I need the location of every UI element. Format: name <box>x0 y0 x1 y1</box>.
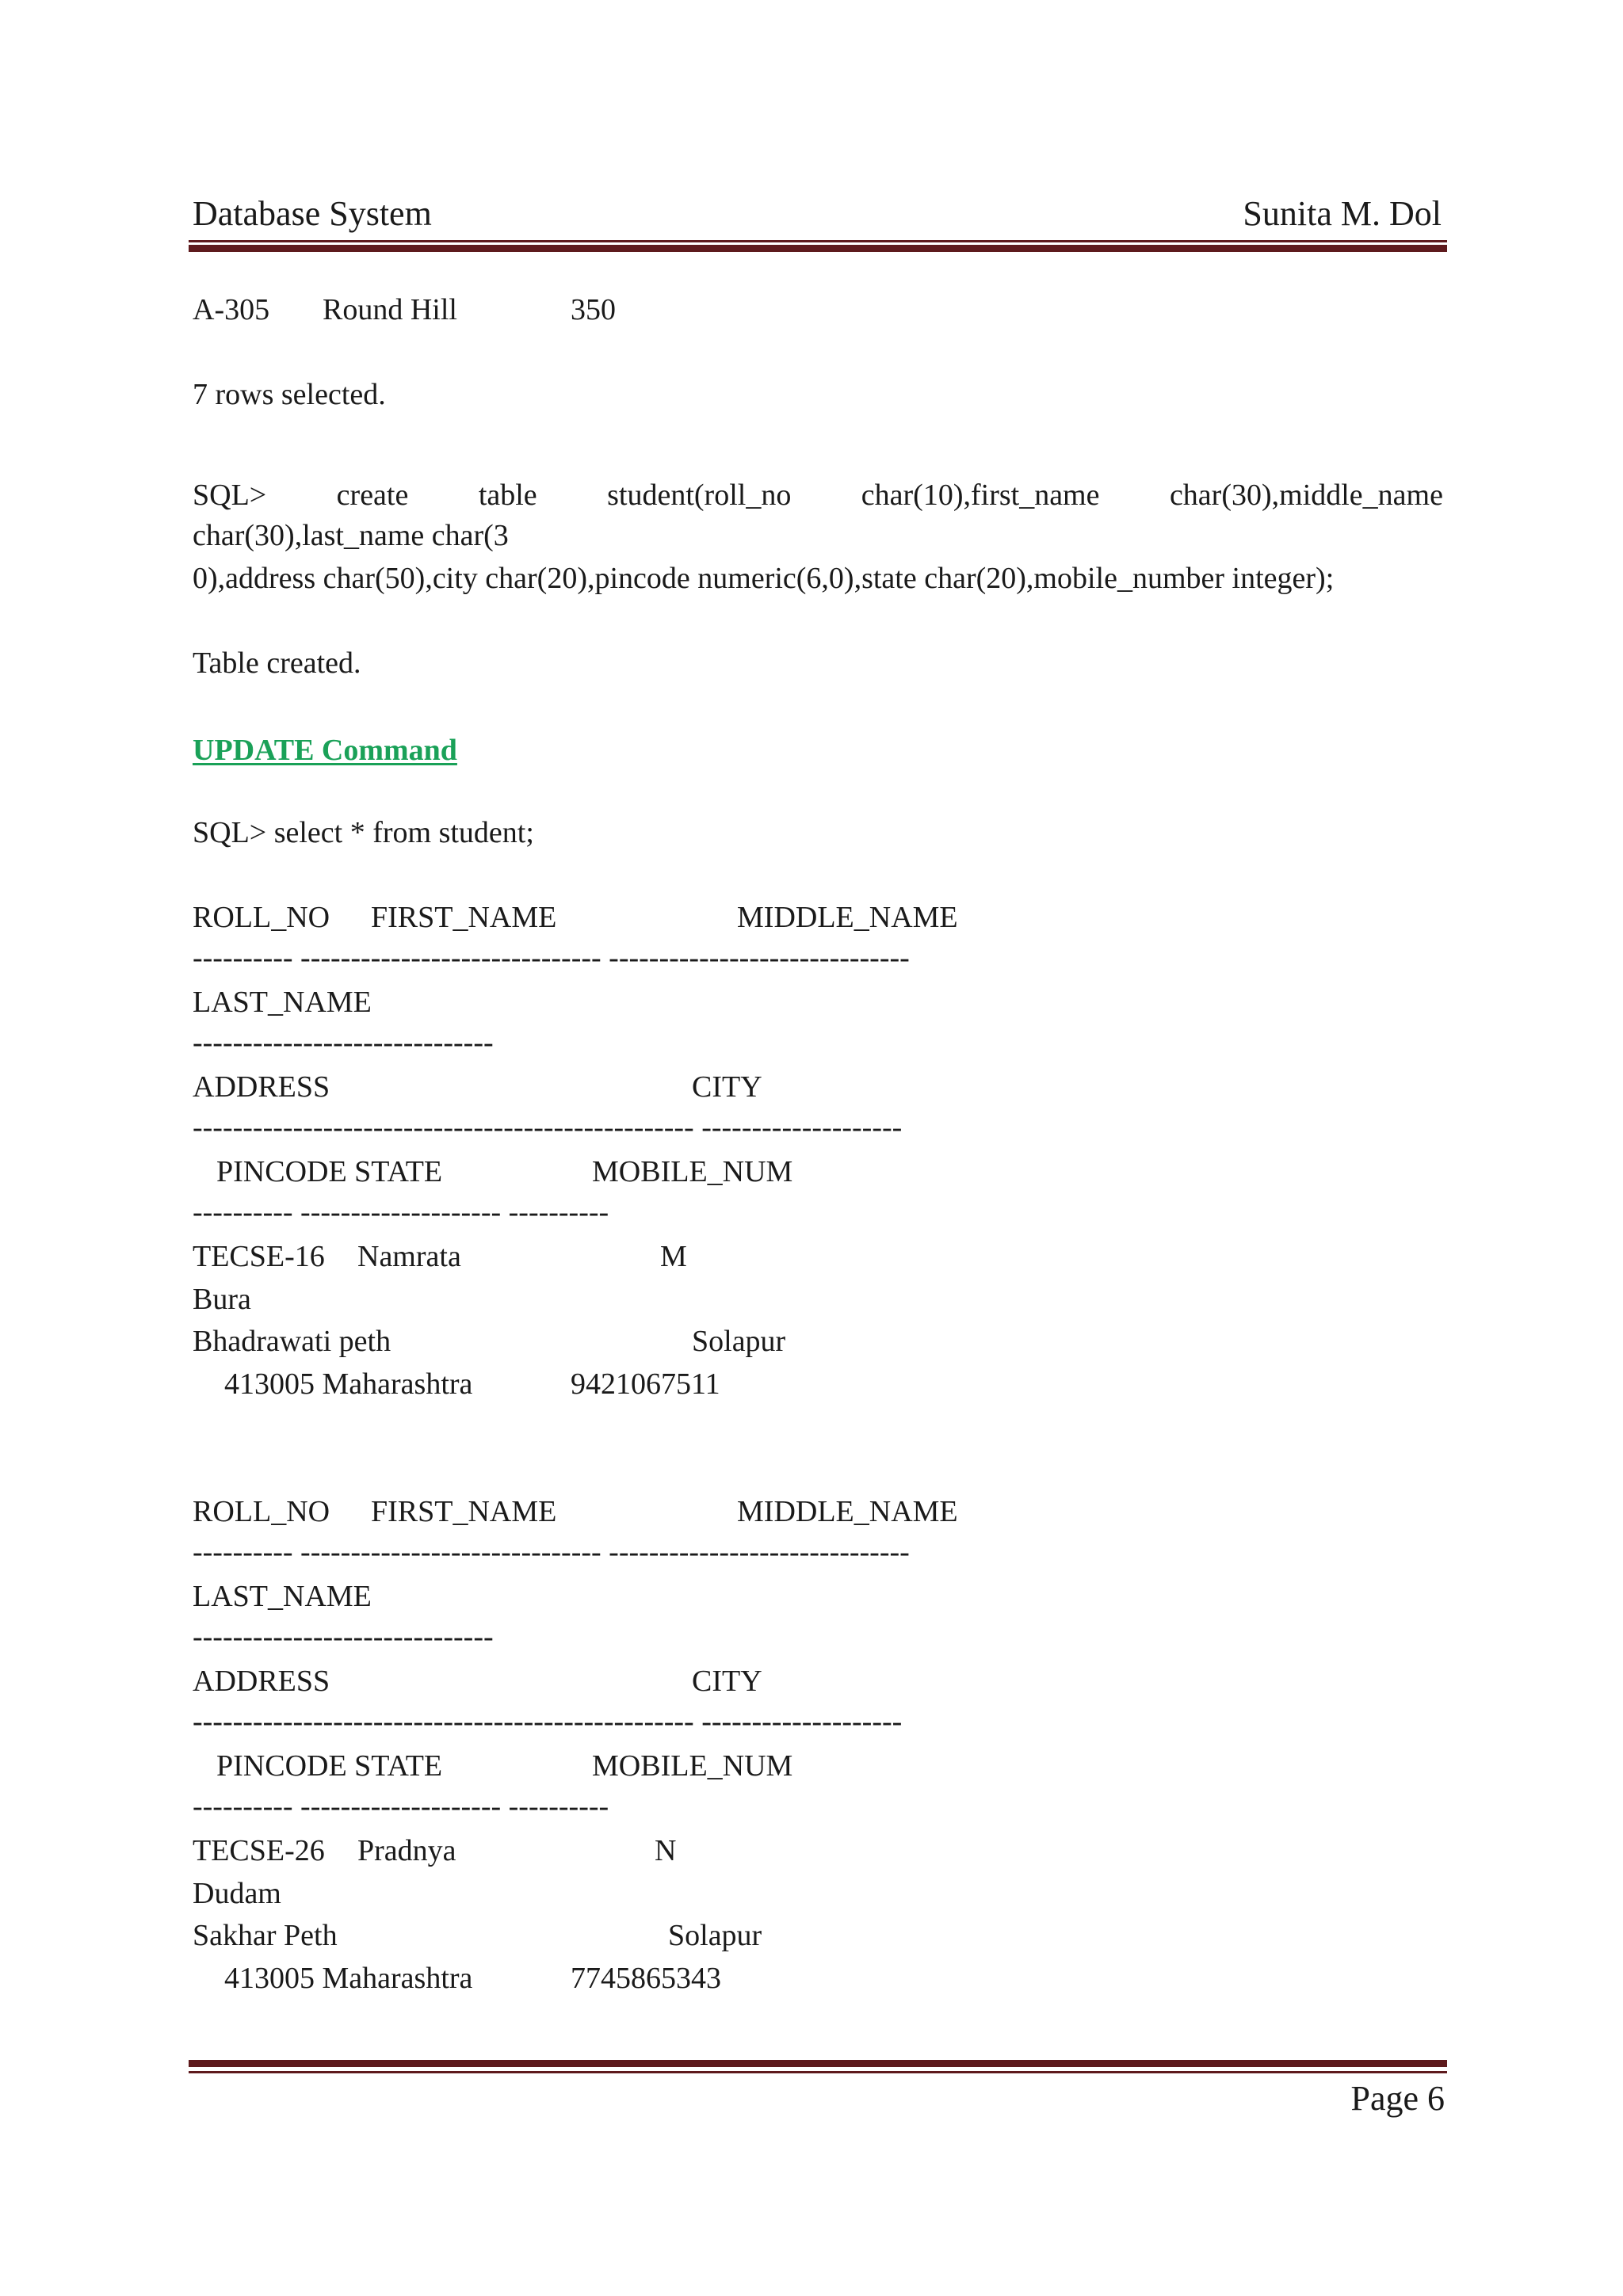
record-mobile: 7745865343 <box>571 1962 721 1995</box>
record-roll-no: TECSE-16 <box>193 1240 325 1273</box>
separator-line: ---------- -------------------- ---------- <box>193 1196 609 1229</box>
record-first-name: Namrata <box>357 1240 461 1273</box>
separator-line: -------------------------------------------------- -------------------- <box>193 1111 903 1144</box>
sql-word: student(roll_no <box>607 479 792 512</box>
record-first-name: Pradnya <box>357 1834 456 1867</box>
sql-word: create <box>336 479 409 512</box>
header-rule-thin <box>189 240 1447 242</box>
col-header-mobile-num: MOBILE_NUM <box>592 1155 793 1188</box>
col-header-pincode-state: PINCODE STATE <box>216 1749 443 1783</box>
separator-line: ------------------------------ <box>193 1026 494 1059</box>
col-header-middle-name: MIDDLE_NAME <box>737 901 958 934</box>
col-header-pincode-state: PINCODE STATE <box>216 1155 443 1188</box>
col-header-address: ADDRESS <box>193 1665 330 1698</box>
col-header-city: CITY <box>692 1070 762 1104</box>
col-header-mobile-num: MOBILE_NUM <box>592 1749 793 1783</box>
col-header-last-name: LAST_NAME <box>193 986 372 1019</box>
header-title: Database System <box>193 194 432 233</box>
separator-line: ---------- ------------------------------ ------------------------------ <box>193 1535 910 1569</box>
prior-row-branch: Round Hill <box>323 293 457 326</box>
col-header-city: CITY <box>692 1665 762 1698</box>
record-last-name: Dudam <box>193 1877 281 1910</box>
record-city: Solapur <box>692 1325 786 1358</box>
record-roll-no: TECSE-26 <box>193 1834 325 1867</box>
col-header-roll-no: ROLL_NO <box>193 901 330 934</box>
record-pincode-state: 413005 Maharashtra <box>224 1962 473 1995</box>
page-number: Page 6 <box>1350 2079 1445 2118</box>
rows-selected-text: 7 rows selected. <box>193 378 386 411</box>
col-header-middle-name: MIDDLE_NAME <box>737 1495 958 1528</box>
record-city: Solapur <box>668 1919 762 1952</box>
footer-rule-thin <box>189 2071 1447 2073</box>
header-rule-thick <box>189 245 1447 252</box>
record-address: Sakhar Peth <box>193 1919 338 1952</box>
prior-row-balance: 350 <box>571 293 616 326</box>
col-header-last-name: LAST_NAME <box>193 1580 372 1613</box>
record-address: Bhadrawati peth <box>193 1325 391 1358</box>
sql-word: table <box>478 479 537 512</box>
col-header-roll-no: ROLL_NO <box>193 1495 330 1528</box>
sql-word: SQL> <box>193 479 267 512</box>
separator-line: -------------------------------------------------- -------------------- <box>193 1705 903 1738</box>
section-heading: UPDATE Command <box>193 734 457 767</box>
col-header-address: ADDRESS <box>193 1070 330 1104</box>
footer-rule-thick <box>189 2060 1447 2067</box>
create-stmt-line2: char(30),last_name char(3 <box>193 519 509 552</box>
table-created-text: Table created. <box>193 646 361 680</box>
select-statement: SQL> select * from student; <box>193 816 534 849</box>
record-last-name: Bura <box>193 1283 251 1316</box>
col-header-first-name: FIRST_NAME <box>371 1495 557 1528</box>
header-author: Sunita M. Dol <box>1243 194 1442 233</box>
record-mobile: 9421067511 <box>571 1367 720 1401</box>
separator-line: ---------- ------------------------------ ------------------------------ <box>193 941 910 974</box>
sql-word: char(10),first_name <box>861 479 1100 512</box>
create-stmt-line3: 0),address char(50),city char(20),pincode numeric(6,0),state char(20),mobile_number integer); <box>193 562 1335 595</box>
prior-row-account: A-305 <box>193 293 270 326</box>
col-header-first-name: FIRST_NAME <box>371 901 557 934</box>
record-middle-name: M <box>660 1240 687 1273</box>
record-middle-name: N <box>655 1834 677 1867</box>
create-stmt-line1 <box>193 478 1443 513</box>
separator-line: ---------- -------------------- ---------- <box>193 1790 609 1823</box>
sql-word: char(30),middle_name <box>1169 479 1443 512</box>
record-pincode-state: 413005 Maharashtra <box>224 1367 473 1401</box>
separator-line: ------------------------------ <box>193 1620 494 1653</box>
